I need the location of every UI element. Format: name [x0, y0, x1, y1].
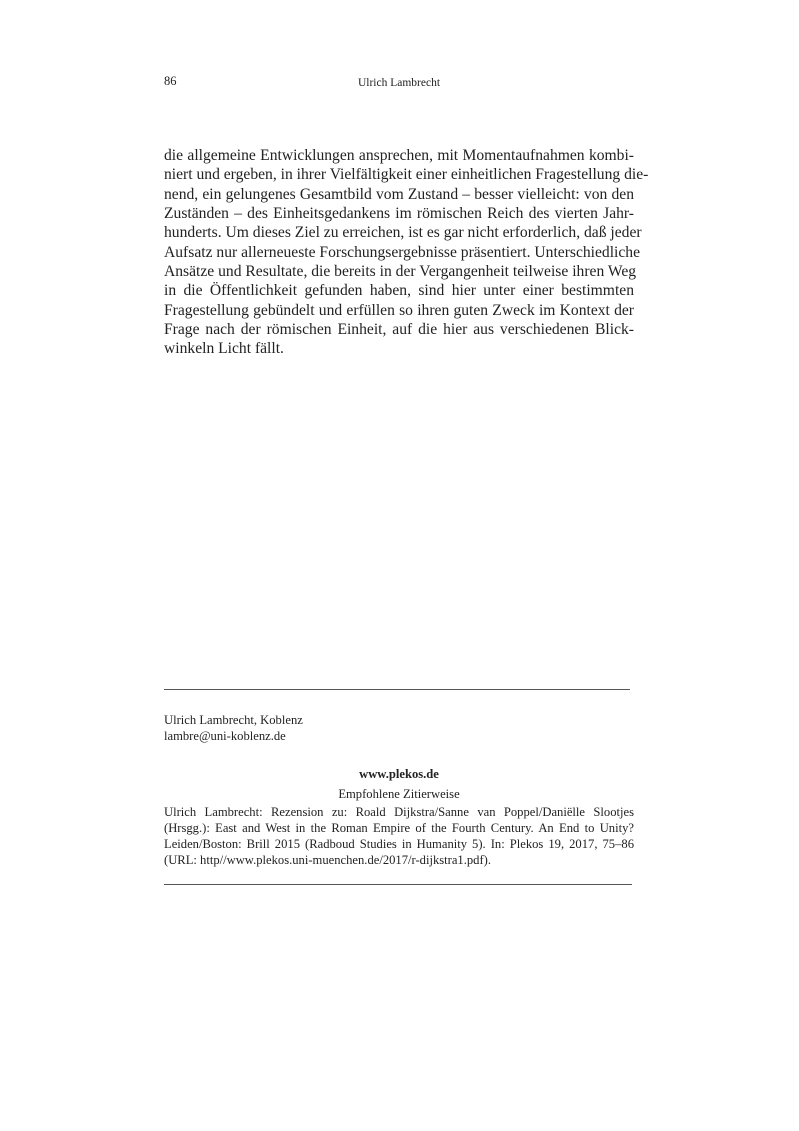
body-line: hunderts. Um dieses Ziel zu erreichen, ist es gar nicht erforderlich, daß jeder [164, 224, 642, 242]
page-number: 86 [164, 74, 177, 88]
body-line: die allgemeine Entwicklungen ansprechen, mit Momentaufnahmen kombi- [164, 147, 634, 164]
separator-rule-top [164, 689, 630, 690]
body-line: Fragestellung gebündelt und erfüllen so ihren guten Zweck im Kontext der [164, 301, 634, 319]
body-line: winkeln Licht fällt. [164, 340, 284, 358]
body-line: in die Öffentlichkeit gefunden haben, sind hier unter einer bestimmten [164, 282, 634, 300]
body-line: Ansätze und Resultate, die bereits in der Vergangenheit teilweise ihren Weg [164, 263, 637, 281]
separator-rule-bottom [164, 884, 632, 885]
body-paragraph [164, 146, 649, 359]
body-line: Frage nach der römischen Einheit, auf die hier aus verschiedenen Blick- [164, 321, 634, 339]
body-line: Aufsatz nur allerneueste Forschungsergebnisse präsentiert. Unterschiedliche [164, 243, 641, 261]
running-head: Ulrich Lambrecht [357, 77, 441, 89]
author-contact [164, 712, 303, 744]
citation-line: (Hrsgg.): East and West in the Roman Empire of the Fourth Century. An End to Unity? [164, 821, 634, 836]
citation-line: Leiden/Boston: Brill 2015 (Radboud Studies in Humanity 5). In: Plekos 19, 2017, 75–86 [164, 837, 634, 852]
body-line: Zuständen – des Einheitsgedankens im römischen Reich des vierten Jahr- [164, 205, 634, 223]
author-affiliation: Ulrich Lambrecht, Koblenz [164, 713, 303, 727]
citation-heading: Empfohlene Zitierweise [338, 787, 460, 801]
body-line: niert und ergeben, in ihrer Vielfältigkeit einer einheitlichen Fragestellung die- [164, 166, 649, 184]
author-email: lambre@uni-koblenz.de [164, 729, 286, 743]
citation-line: (URL: http//www.plekos.uni-muenchen.de/2017/r-dijkstra1.pdf). [164, 853, 492, 868]
website-label: www.plekos.de [359, 767, 439, 781]
body-line: nend, ein gelungenes Gesamtbild vom Zustand – besser vielleicht: von den [164, 185, 634, 203]
citation-line: Ulrich Lambrecht: Rezension zu: Roald Dijkstra/Sanne van Poppel/Daniëlle Slootjes [164, 805, 634, 819]
citation-text [164, 804, 634, 868]
